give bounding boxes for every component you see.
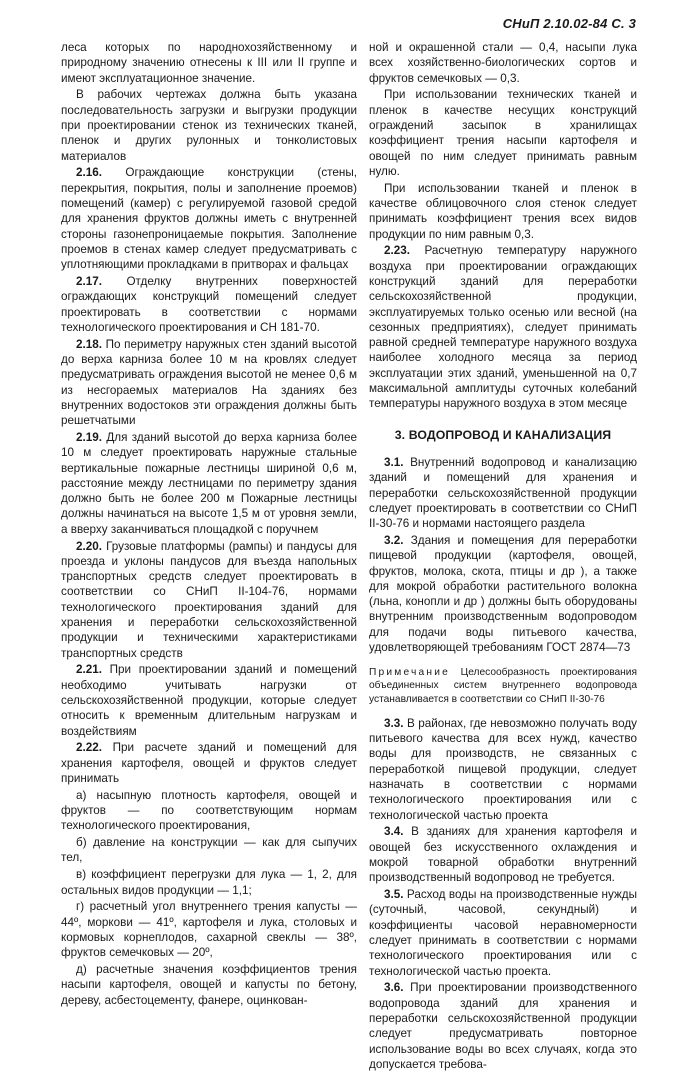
clause-number: 2.22. <box>76 741 102 755</box>
clause-number: 2.19. <box>76 430 102 444</box>
note-text: Целесообразность проектирования объединенных систем внутреннего водопровода устанавливается в соответствии со СНиП II-30-76 <box>369 667 637 705</box>
clause-number: 2.18. <box>76 337 102 351</box>
clause-2-20 <box>61 539 357 661</box>
clause-number: 3.5. <box>384 888 404 902</box>
clause-number: 3.4. <box>384 825 404 839</box>
clause-number: 3.1. <box>384 455 404 469</box>
clause-text: При расчете зданий и помещений для хранения картофеля, овощей и фруктов следует принимать <box>61 741 357 785</box>
clause-number: 2.17. <box>76 274 102 288</box>
paragraph: При использовании технических тканей и пленок в качестве несущих конструкций ограждений засыпок в хранилищах коэффициент трения насыпи картофеля и овощей по ним следует принимать равным нулю. <box>369 88 637 178</box>
clause-number: 2.23. <box>384 244 410 258</box>
clause-text: Отделку внутренних поверхностей ограждающих конструкций помещений следует проектировать в соответствии с нормами технологического проектирования и СН 181-70. <box>61 274 357 334</box>
clause-3-1 <box>369 455 637 531</box>
clause-text: При проектировании производственного водопровода зданий для хранения и переработки сельскохозяйственной продукции следует предусматривать повторное использование воды во всех случаях, когда это допускается требова- <box>369 981 638 1071</box>
clause-3-4 <box>369 824 637 885</box>
list-item: в) коэффициент перегрузки для лука — 1, 2, для остальных видов продукции — 1,1; <box>61 868 357 897</box>
list-item: г) расчетный угол внутреннего трения капусты — 44º, моркови — 41º, картофеля и лука, столовых и кормовых корнеплодов, сахарной свеклы — 38º, фруктов семечковых — 20º, <box>61 900 357 960</box>
clause-3-2 <box>369 533 637 655</box>
list-item: б) давление на конструкции — как для сыпучих тел, <box>61 836 357 865</box>
clause-text: При проектировании зданий и помещений необходимо учитывать нагрузки от сельскохозяйственной продукции, которые следует относить к временным длительным нагрузкам и воздействиям <box>61 663 357 738</box>
clause-text: Расход воды на производственные нужды (суточный, часовой, секундный) и коэффициенты часовой неравномерности следует принимать в соответствии с нормами технологического проектирования или с технологической частью проекта. <box>369 888 638 978</box>
paragraph: леса которых по народнохозяйственному и природному значению отнесены к III или II группе и имеют эксплуатационное значение. <box>61 41 357 85</box>
page-header: СНиП 2.10.02-84 С. 3 <box>502 16 636 31</box>
clause-text: В районах, где невозможно получать воду питьевого качества для всех нужд, качество воды для производств, не связанных с переработкой пищевой продукции, следует назначать в соответствии с нормами технологического проектирования или с технологической частью проекта <box>369 716 638 822</box>
clause-text: Ограждающие конструкции (стены, перекрытия, покрытия, полы и заполнение проемов) помещений (камер) с регулируемой газовой средой для хранения фруктов должны иметь с внутренней стороны газонепроницаемые покрытия. Заполнение проемов в стенах камер следует предусматривать с уплотняющими прокладками в притворах и фальцах <box>61 166 357 272</box>
clause-3-3 <box>369 716 637 823</box>
list-item: а) насыпную плотность картофеля, овощей и фруктов — по соответствующим нормам технологического проектирования, <box>61 788 357 833</box>
clause-number: 2.16. <box>76 166 102 180</box>
note <box>369 666 637 706</box>
clause-3-5 <box>369 887 637 979</box>
clause-text: Внутренний водопровод и канализацию зданий и помещений для хранения и переработки сельскохозяйственной продукции следует проектировать в соответствии со СНиП II-30-76 и нормами настоящего раздела <box>369 455 637 531</box>
paragraph: В рабочих чертежах должна быть указана последовательность загрузки и выгрузки продукции при проектировании стенок из технических тканей, пленок и других рулонных и тонколистовых материалов <box>61 88 357 163</box>
clause-number: 2.21. <box>76 663 102 677</box>
clause-2-18 <box>61 337 357 429</box>
clause-number: 2.20. <box>76 539 102 553</box>
clause-number: 3.2. <box>384 533 404 547</box>
clause-2-21 <box>61 662 357 738</box>
list-item: д) расчетные значения коэффициентов трения насыпи картофеля, овощей и капусты по бетону, дереву, асбестоцементу, фанере, оцинкован- <box>61 963 357 1007</box>
clause-text: Грузовые платформы (рампы) и пандусы для проезда и уклоны пандусов для въезда напольных транспортных средств следует проектировать в соответствии со СНиП II-104-76, нормами технологического проектирования зданий для хранения и переработки сельскохозяйственной продукции и техническими характеристиками транспортных средств <box>61 539 357 660</box>
note-label: Примечание <box>369 667 450 679</box>
clause-2-19 <box>61 430 357 537</box>
clause-text: В зданиях для хранения картофеля и овощей без искусственного охлаждения и мокрой товарной обработки внутренний производственный водопровод не требуется. <box>369 825 637 885</box>
clause-number: 3.3. <box>384 716 404 730</box>
clause-2-17 <box>61 274 357 335</box>
paragraph: ной и окрашенной стали — 0,4, насыпи лука всех хозяйственно-биологических сортов и фруктов семечковых — 0,3. <box>369 41 637 85</box>
right-column <box>369 40 637 1074</box>
clause-2-16 <box>61 165 357 272</box>
paragraph: При использовании тканей и пленок в качестве облицовочного слоя стенок следует принимать коэффициент трения всех видов продукции по ним равным 0,3. <box>369 181 637 241</box>
section-title: 3. ВОДОПРОВОД И КАНАЛИЗАЦИЯ <box>394 427 612 442</box>
clause-number: 3.6. <box>384 981 404 995</box>
clause-2-22 <box>61 740 357 786</box>
left-column <box>61 40 357 1009</box>
clause-2-23 <box>369 243 637 411</box>
clause-3-6 <box>369 980 637 1072</box>
clause-text: Здания и помещения для переработки пищевой продукции (картофеля, овощей, фруктов, молока, скота, птицы и др ), а также для мокрой обработки растительного волокна (льна, конопли и др ) должны быть оборудованы внутренним производственным водопроводом для подачи воды питьевого качества, удовлетворяющей требованиям ГОСТ 2874—73 <box>369 533 637 654</box>
clause-text: Для зданий высотой до верха карниза более 10 м следует проектировать наружные стальные вертикальные пожарные лестницы шириной 0,6 м, расстояние между лестницами по периметру здания должно быть не более 200 м Пожарные лестницы должны начинаться на высоте 1,5 м от уровня земли, а вверху заканчиваться площадкой с поручнем <box>61 430 357 536</box>
clause-text: По периметру наружных стен зданий высотой до верха карниза более 10 м на кровлях следует предусматривать ограждения высотой не менее 0,6 м из несгораемых материалов На зданиях без внутренних водостоков эти ограждения должны быть решетчатыми <box>61 337 357 428</box>
clause-text: Расчетную температуру наружного воздуха при проектировании ограждающих конструкций зданий для переработки сельскохозяйственной продукции, эксплуатируемых только осенью или весной (на сезонных предприятиях), следует принимать равной средней температуре наружного воздуха наиболее холодного месяца за период эксплуатации этих зданий, уменьшенной на 0,7 максимальной амплитуды суточных колебаний температуры наружного воздуха в этом месяце <box>369 244 637 411</box>
